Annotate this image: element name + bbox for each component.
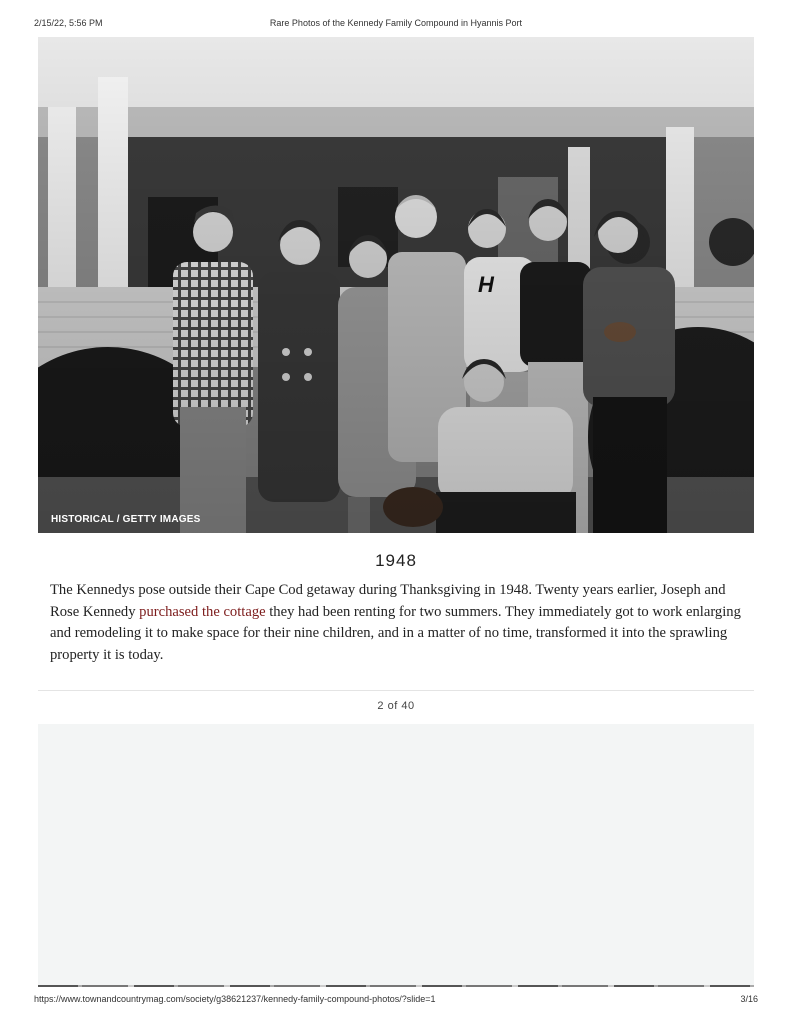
photo-credit: HISTORICAL / GETTY IMAGES [51, 514, 201, 525]
family-photo [38, 37, 754, 533]
print-page-number: 3/16 [740, 994, 758, 1004]
print-date: 2/15/22, 5:56 PM [34, 18, 103, 28]
slide-counter: 2 of 40 [377, 700, 415, 712]
print-header [34, 18, 758, 32]
section-divider [38, 690, 754, 691]
caption-text-start: The Kennedys pose outside their Cape Cod getaway during Thanksgiving in 1948. Twenty years earlier, Joseph and Rose Kennedy [50, 582, 726, 620]
print-page-title: Rare Photos of the Kennedy Family Compound in Hyannis Port [269, 18, 523, 28]
family-photo-illustration [38, 37, 754, 533]
ad-placeholder [38, 724, 754, 986]
ad-bottom-edge [38, 985, 754, 987]
caption-text-end: they had been renting for two summers. They immediately got to work enlarging and remodeling it to make space for their nine children, and in a matter of no time, transformed it into the sprawling property it is today. [50, 603, 741, 663]
slide-year: 1948 [375, 551, 417, 570]
purchased-cottage-link[interactable]: purchased the cottage [139, 603, 266, 620]
slide-caption [50, 580, 750, 666]
print-footer [34, 994, 758, 1008]
print-url: https://www.townandcountrymag.com/society/g38621237/kennedy-family-compound-photos/?slide=1 [34, 994, 436, 1004]
